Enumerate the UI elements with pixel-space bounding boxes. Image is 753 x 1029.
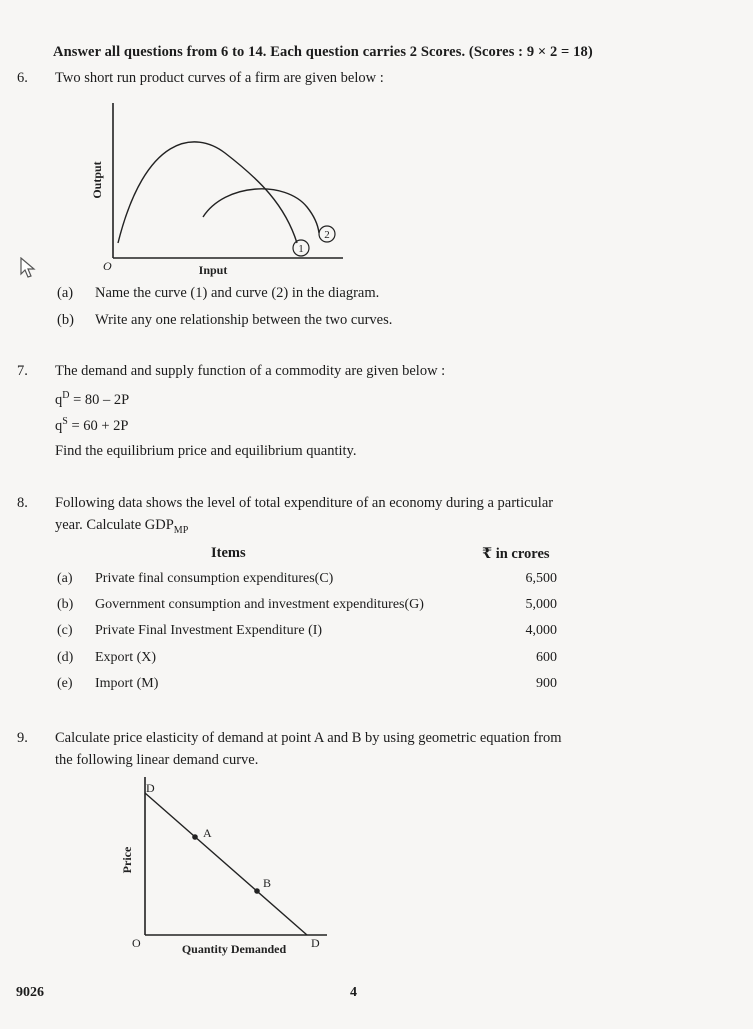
q8-table-header-value: ₹ in crores	[482, 546, 550, 562]
exam-page: Answer all questions from 6 to 14. Each question carries 2 Scores. (Scores : 9 × 2 = 18) 6. Two short run product curves of a firm are given below : 1 2 Output O Input (a) Name the curve (1) and curve (2) in the diagram. (b) Write any one relationship between the two curves. 7. The demand and supply function of a commodity are given below : $q^D = 80 - 2P$ $q^S = 60 + 2P$ Find the equilibrium price and equilibrium quantity. 8. Following data shows the level of total expenditure of an economy during a particular year. Calculate $GDP_{MP}$ Items ₹ in crores (a) Private final consumption expenditures(C) 6,500 (b) Government consumption and investment expenditures(G) 5,000 (c) Private Final Investment Expenditure (I) 4,000 (d) Export (X) 600 (e) Import (M) 900 9. Calculate price elasticity of demand at point A and B by using geometric equation from the following linear demand curve. D A B Price O Quantity Demanded D 9026 4	[16, 44, 593, 1000]
question-6-text: Two short run product curves of a firm are given below :	[55, 70, 384, 86]
q6-part-a-label: (a)	[57, 285, 74, 301]
mouse-pointer-icon	[20, 257, 36, 284]
question-7-number: 7.	[17, 363, 28, 379]
question-6-number: 6.	[17, 70, 28, 86]
q9-label-d-bottom: D	[311, 936, 320, 950]
question-7-text: The demand and supply function of a commodity are given below :	[55, 363, 446, 379]
q7-demand-equation: $q^D = 80 - 2P$	[55, 390, 130, 408]
section-heading: Answer all questions from 6 to 14. Each question carries 2 Scores. (Scores : 9 × 2 = 18)	[53, 44, 593, 60]
q8-line-1: Following data shows the level of total expenditure of an economy during a particular	[55, 495, 554, 511]
q8-line-2: year. Calculate $GDP_{MP}$	[55, 517, 189, 536]
q6-part-b	[57, 312, 392, 329]
q6-part-a-text: Name the curve (1) and curve (2) in the diagram.	[95, 285, 380, 301]
q9-demand-curve-diagram	[115, 775, 345, 960]
q9-point-b	[254, 888, 260, 894]
q6-origin-label: O	[103, 259, 112, 273]
q6-product-curves-diagram	[85, 95, 355, 280]
q9-line-1: Calculate price elasticity of demand at point A and B by using geometric equation from	[55, 730, 562, 746]
q9-label-b: B	[263, 876, 272, 890]
q6-x-axis-label: Input	[198, 263, 228, 277]
q9-label-d-top: D	[146, 781, 155, 795]
paper-code: 9026	[16, 985, 44, 1000]
q9-origin-label: O	[132, 936, 141, 950]
q6-part-a	[57, 285, 379, 302]
q6-curve-1-label: 1	[298, 243, 304, 255]
q8-table-header-items: Items	[211, 545, 246, 561]
q9-line-2: the following linear demand curve.	[55, 752, 259, 768]
q9-x-axis-label: Quantity Demanded	[181, 942, 287, 956]
q9-label-a: A	[203, 826, 212, 840]
q6-curve-2-label: 2	[324, 229, 330, 241]
q9-demand-line	[145, 793, 307, 935]
q7-find-text: Find the equilibrium price and equilibrium quantity.	[55, 443, 357, 459]
page-number: 4	[350, 985, 357, 1000]
question-9-number: 9.	[17, 730, 28, 746]
q6-y-axis-label: Output	[90, 161, 104, 199]
q9-point-a	[192, 834, 198, 840]
question-8-number: 8.	[17, 495, 28, 511]
q6-part-b-text: Write any one relationship between the two curves.	[95, 312, 393, 328]
q6-curve-1	[118, 142, 297, 243]
q6-curve-2	[203, 189, 319, 233]
q7-supply-equation: $q^S = 60 + 2P$	[55, 416, 129, 434]
q9-y-axis-label: Price	[120, 846, 134, 874]
q6-part-b-label: (b)	[57, 312, 74, 328]
